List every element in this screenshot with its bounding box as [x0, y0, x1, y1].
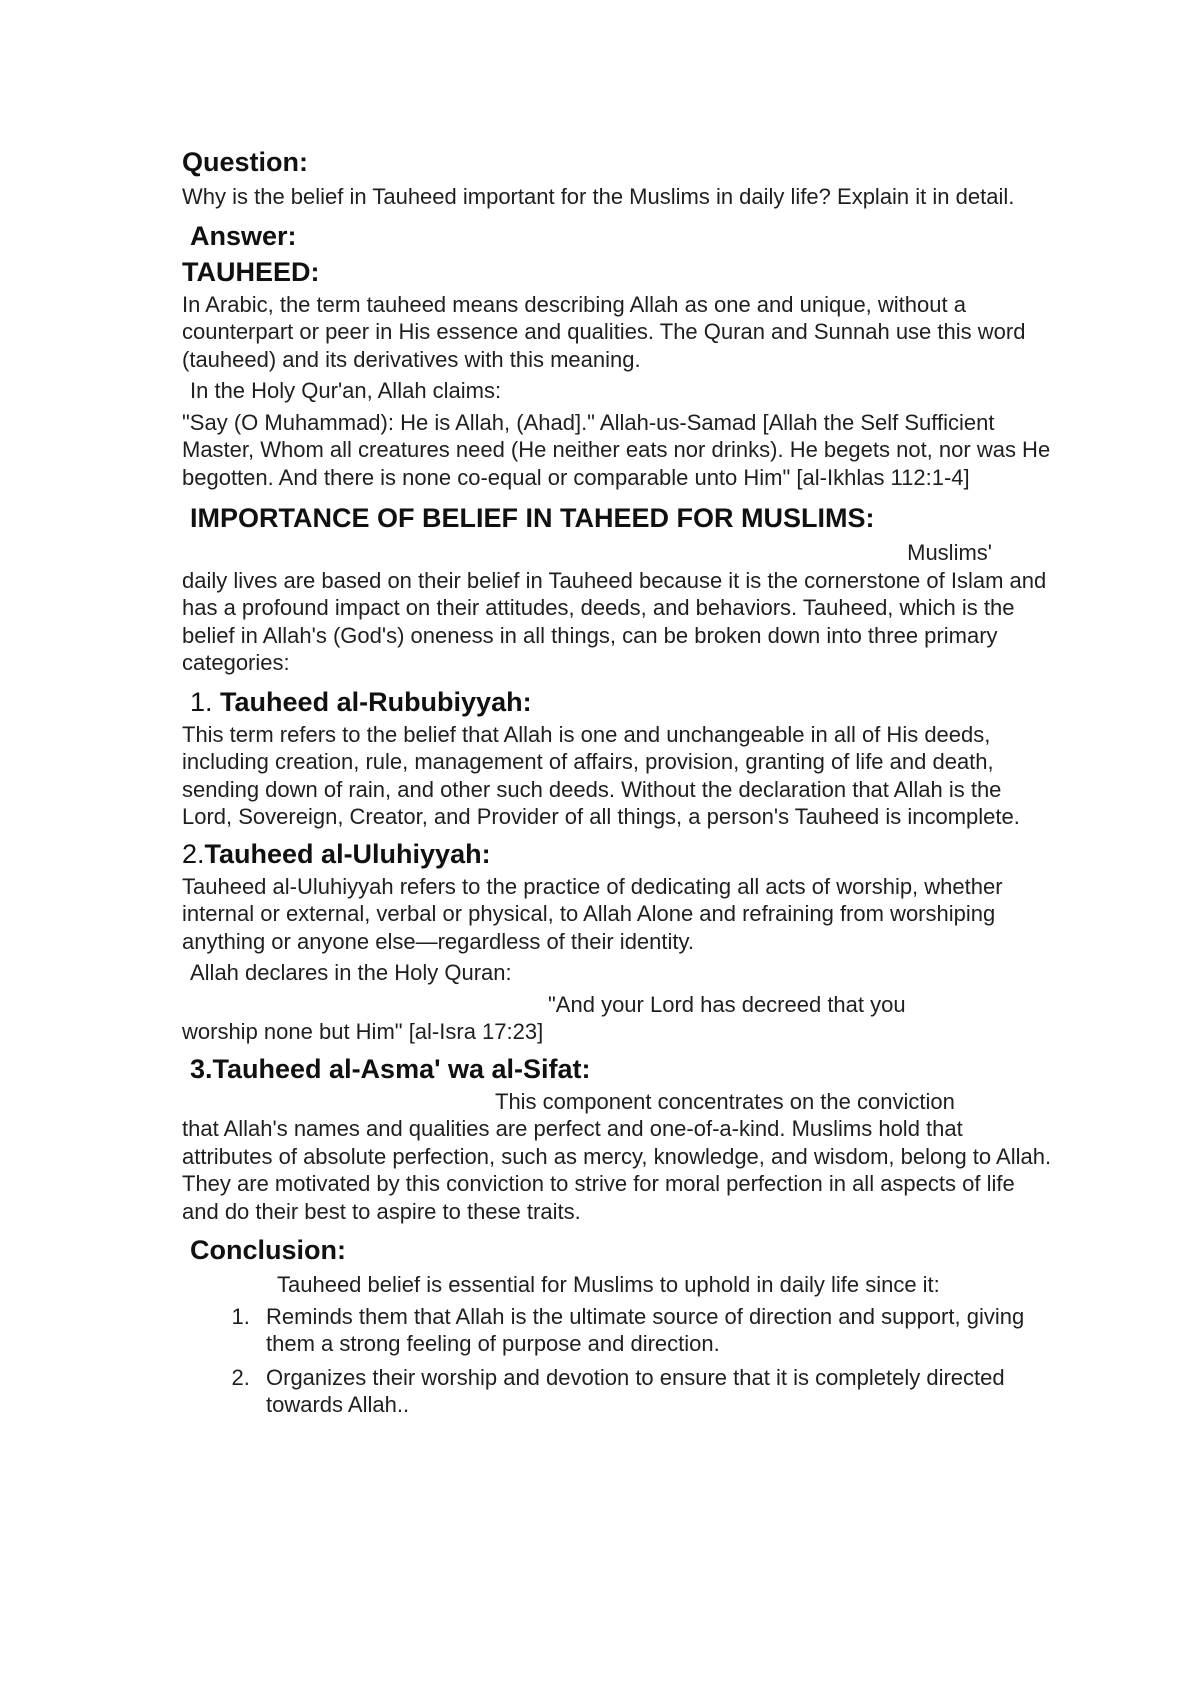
tauheed-definition: In Arabic, the term tauheed means describing Allah as one and unique, without a counterpart or peer in His essence and qualities. The Quran and Sunnah use this word (tauheed) and its derivatives with this meaning. [182, 291, 1026, 372]
conclusion-list [182, 1303, 1052, 1419]
section-2-heading [182, 837, 1052, 871]
document-body [182, 145, 1052, 1425]
quran-quote: "Say (O Muhammad): He is Allah, (Ahad]." Allah-us-Samad [Allah the Self Sufficient Master, Whom all creatures need (He neither eats nor drinks). He begets not, nor was He begotten. And there is none co-equal or comparable unto Him" [al-Ikhlas 112:1-4] [182, 409, 1051, 490]
conclusion-point-2: 2. Organizes their worship and devotion to ensure that it is completely directed towards Allah.. [256, 1364, 1052, 1419]
section-1-title: Tauheed al-Rububiyyah: [220, 686, 532, 717]
section-3-text: that Allah's names and qualities are perfect and one-of-a-kind. Muslims hold that attributes of absolute perfection, such as mercy, knowledge, and wisdom, belong to Allah. They are motivated by this conviction to strive for moral perfection in all aspects of life and do their best to aspire to these traits. [182, 1116, 1052, 1224]
importance-lead-word: Muslims' [907, 540, 992, 565]
conclusion-point-1: 1. Reminds them that Allah is the ultimate source of direction and support, giving them a strong feeling of purpose and direction. [256, 1303, 1052, 1358]
conclusion-heading: Conclusion: [190, 1235, 346, 1265]
section-2-quran-intro: Allah declares in the Holy Quran: [190, 960, 512, 985]
section-3-lead: This component concentrates on the conviction [495, 1088, 955, 1114]
section-1-number: 1. [190, 686, 213, 717]
section-1-heading [182, 685, 1052, 719]
section-3-title: Tauheed al-Asma' wa al-Sifat: [212, 1053, 591, 1084]
question-heading: Question: [182, 147, 308, 177]
section-2-text: Tauheed al-Uluhiyyah refers to the practice of dedicating all acts of worship, whether internal or external, verbal or physical, to Allah Alone and refraining from worshiping anything or anyone else—regardless of their identity. [182, 873, 1003, 954]
importance-text: daily lives are based on their belief in Tauheed because it is the cornerstone of Islam and has a profound impact on their attitudes, deeds, and behaviors. Tauheed, which is the belief in Allah's (God's) oneness in all things, can be broken down into three primary categories: [182, 567, 1047, 675]
section-2-quote-lead: "And your Lord has decreed that you [548, 991, 906, 1017]
tauheed-heading: TAUHEED: [182, 256, 320, 287]
importance-heading: IMPORTANCE OF BELIEF IN TAHEED FOR MUSLIMS: [190, 503, 875, 533]
conclusion-intro: Tauheed belief is essential for Muslims to uphold in daily life since it: [277, 1272, 940, 1297]
section-3-number: 3. [190, 1053, 213, 1084]
quran-intro: In the Holy Qur'an, Allah claims: [190, 378, 502, 403]
section-2-quote-rest: worship none but Him" [al-Isra 17:23] [182, 1019, 544, 1044]
section-2-number: 2. [182, 838, 205, 869]
section-1-text: This term refers to the belief that Allah is one and unchangeable in all of His deeds, including creation, rule, management of affairs, provision, granting of life and death, sending down of rain, and other such deeds. Without the declaration that Allah is the Lord, Sovereign, Creator, and Provider of all things, a person's Tauheed is incomplete. [182, 721, 1020, 829]
answer-heading: Answer: [190, 220, 297, 251]
section-3-heading [182, 1052, 1052, 1086]
question-text: Why is the belief in Tauheed important for the Muslims in daily life? Explain it in detail. [182, 184, 1015, 209]
section-2-title: Tauheed al-Uluhiyyah: [204, 838, 491, 869]
